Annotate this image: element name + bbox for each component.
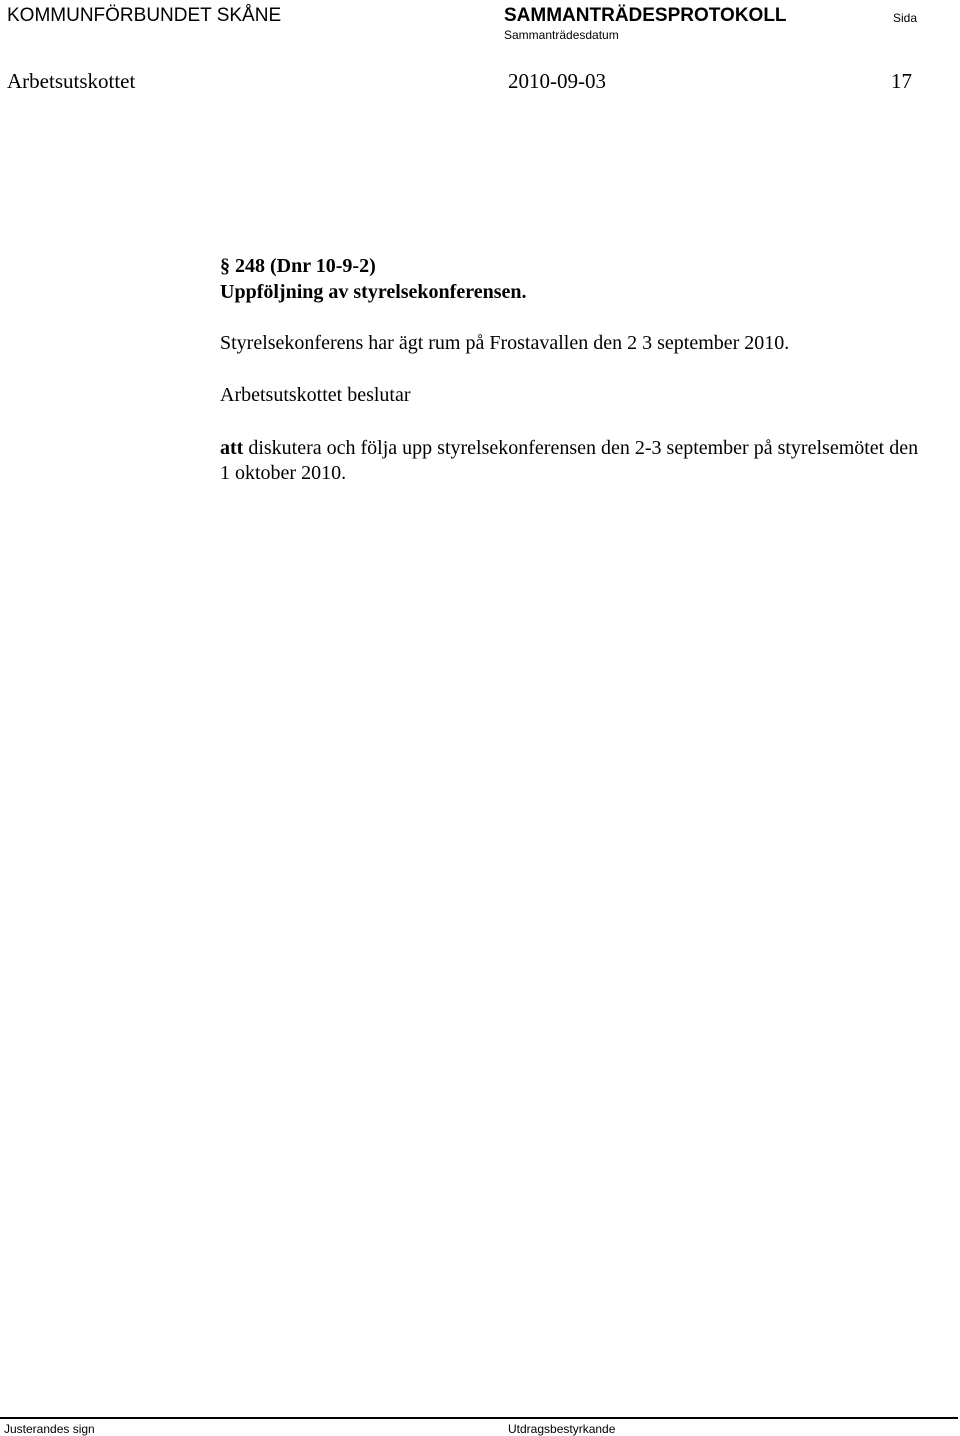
decision-body: diskutera och följa upp styrelsekonferensen den 2-3 september på styrelsemötet den 1 oktober 2010. xyxy=(220,437,919,484)
page-number: 17 xyxy=(891,69,912,93)
committee-name: Arbetsutskottet xyxy=(7,69,136,93)
decision-text xyxy=(220,436,920,486)
footer-certification-label: Utdragsbestyrkande xyxy=(508,1422,616,1436)
section-heading: § 248 (Dnr 10-9-2) xyxy=(220,255,376,277)
footer-rule xyxy=(0,1417,958,1419)
section-title: Uppföljning av styrelsekonferensen. xyxy=(220,281,527,303)
meeting-date: 2010-09-03 xyxy=(508,69,606,93)
decision-heading: Arbetsutskottet beslutar xyxy=(220,384,411,406)
section-paragraph: Styrelsekonferens har ägt rum på Frostavallen den 2 3 september 2010. xyxy=(220,332,790,354)
organization-name: KOMMUNFÖRBUNDET SKÅNE xyxy=(7,5,282,26)
meeting-date-label: Sammanträdesdatum xyxy=(504,28,619,42)
document-title: SAMMANTRÄDESPROTOKOLL xyxy=(504,5,787,26)
page-label: Sida xyxy=(893,11,918,25)
footer-signature-label: Justerandes sign xyxy=(4,1422,95,1436)
decision-keyword: att xyxy=(220,437,244,459)
